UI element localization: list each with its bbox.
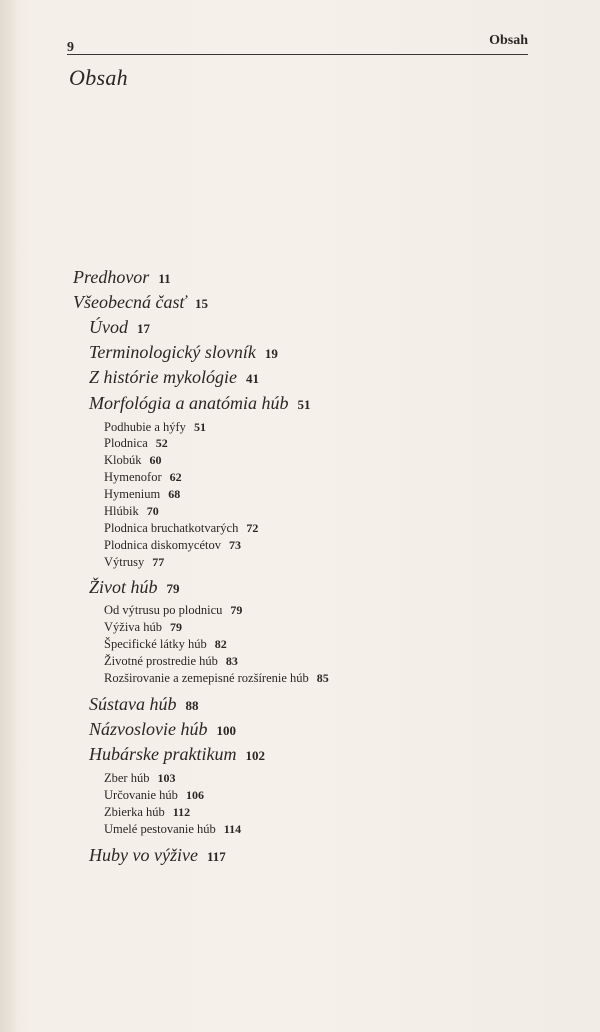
toc-entry-page: 15 — [195, 296, 209, 311]
toc-entry — [104, 806, 190, 819]
toc-entry-title: Hubárske praktikum — [89, 744, 237, 764]
toc-entry-title: Špecifické látky húb — [104, 637, 207, 651]
toc-entry-title: Terminologický slovník — [89, 342, 256, 362]
toc-entry-page: 62 — [169, 470, 182, 484]
toc-entry — [89, 578, 180, 596]
page-number: 9 — [67, 40, 74, 55]
toc-entry — [104, 604, 242, 617]
toc-entry-page: 77 — [152, 555, 165, 569]
toc-entry — [89, 343, 278, 361]
toc-entry — [89, 394, 311, 412]
toc-entry-title: Plodnica — [104, 436, 148, 450]
toc-entry-page: 41 — [245, 371, 259, 386]
toc-entry-title: Rozširovanie a zemepisné rozšírenie húb — [104, 671, 309, 685]
toc-entry — [104, 421, 206, 434]
toc-entry — [104, 789, 204, 802]
toc-entry-title: Výtrusy — [104, 555, 145, 569]
toc-entry-page: 60 — [149, 453, 162, 467]
toc-entry-title: Životné prostredie húb — [104, 654, 218, 668]
toc-entry-page: 73 — [229, 538, 241, 552]
toc-entry-page: 72 — [246, 521, 259, 535]
toc-entry-title: Morfológia a anatómia húb — [89, 393, 289, 413]
toc-entry — [104, 655, 238, 668]
toc-entry — [89, 720, 236, 738]
toc-entry — [89, 745, 265, 763]
toc-entry-title: Klobúk — [104, 453, 142, 467]
toc-entry-title: Sústava húb — [89, 694, 177, 714]
toc-entry-title: Názvoslovie húb — [89, 719, 208, 739]
toc-entry-page: 106 — [185, 788, 204, 802]
toc-entry — [104, 488, 180, 501]
toc-entry-title: Od výtrusu po plodnicu — [104, 603, 223, 617]
toc-entry-page: 51 — [193, 420, 206, 434]
toc-entry-page: 79 — [169, 620, 182, 634]
toc-entry — [104, 437, 168, 450]
toc-entry-title: Zber húb — [104, 771, 150, 785]
toc-entry-title: Výživa húb — [104, 620, 162, 634]
toc-entry — [104, 638, 227, 651]
toc-entry-page: 88 — [185, 698, 199, 713]
running-head-title: Obsah — [489, 33, 528, 48]
toc-entry-page: 51 — [297, 397, 311, 412]
page-title: Obsah — [69, 65, 128, 90]
toc-entry-page: 68 — [168, 487, 181, 501]
toc-entry-page: 11 — [158, 271, 171, 286]
toc-entry-page: 103 — [157, 771, 176, 785]
toc-entry-title: Všeobecná časť — [73, 292, 187, 312]
toc-entry-title: Plodnica bruchatkotvarých — [104, 521, 239, 535]
toc-entry-page: 117 — [206, 849, 226, 864]
toc-entry-page: 112 — [172, 805, 191, 819]
toc-entry-page: 79 — [230, 603, 243, 617]
toc-entry-title: Plodnica diskomycétov — [104, 538, 221, 552]
toc-entry-title: Z histórie mykológie — [89, 367, 237, 387]
toc-entry — [104, 823, 241, 836]
toc-entry — [104, 454, 162, 467]
toc-entry — [104, 522, 258, 535]
toc-entry-title: Hymenium — [104, 487, 161, 501]
toc-entry — [89, 846, 226, 864]
toc-entry-title: Hymenofor — [104, 470, 162, 484]
toc-entry — [89, 318, 150, 336]
toc-entry — [73, 268, 171, 286]
toc-entry-page: 52 — [155, 436, 168, 450]
toc-entry-page: 19 — [264, 346, 278, 361]
toc-entry-page: 17 — [137, 321, 150, 336]
toc-entry-page: 70 — [146, 504, 159, 518]
toc-entry-title: Podhubie a hýfy — [104, 420, 186, 434]
toc-entry-page: 82 — [214, 637, 227, 651]
toc-entry-title: Život húb — [89, 577, 158, 597]
toc-entry-title: Huby vo výžive — [89, 845, 198, 865]
toc-entry — [104, 539, 241, 552]
toc-entry-page: 85 — [316, 671, 329, 685]
toc-entry-title: Umelé pestovanie húb — [104, 822, 216, 836]
toc-entry-title: Hlúbik — [104, 504, 139, 518]
toc-entry-title: Zbierka húb — [104, 805, 165, 819]
toc-entry-title: Určovanie húb — [104, 788, 178, 802]
toc-entry — [104, 556, 164, 569]
toc-entry-page: 83 — [225, 654, 238, 668]
toc-entry — [73, 293, 208, 311]
toc-entry — [89, 695, 199, 713]
toc-entry-page: 100 — [216, 723, 236, 738]
toc-entry — [104, 672, 329, 685]
toc-entry — [104, 772, 175, 785]
toc-entry-page: 102 — [245, 748, 265, 763]
toc-entry — [104, 621, 182, 634]
toc-entry — [104, 505, 159, 518]
toc-entry — [104, 471, 182, 484]
toc-entry-title: Predhovor — [73, 267, 150, 287]
toc-entry-page: 114 — [223, 822, 242, 836]
toc-entry-page: 79 — [166, 581, 180, 596]
toc-entry — [89, 368, 259, 386]
toc-entry-title: Úvod — [89, 317, 128, 337]
